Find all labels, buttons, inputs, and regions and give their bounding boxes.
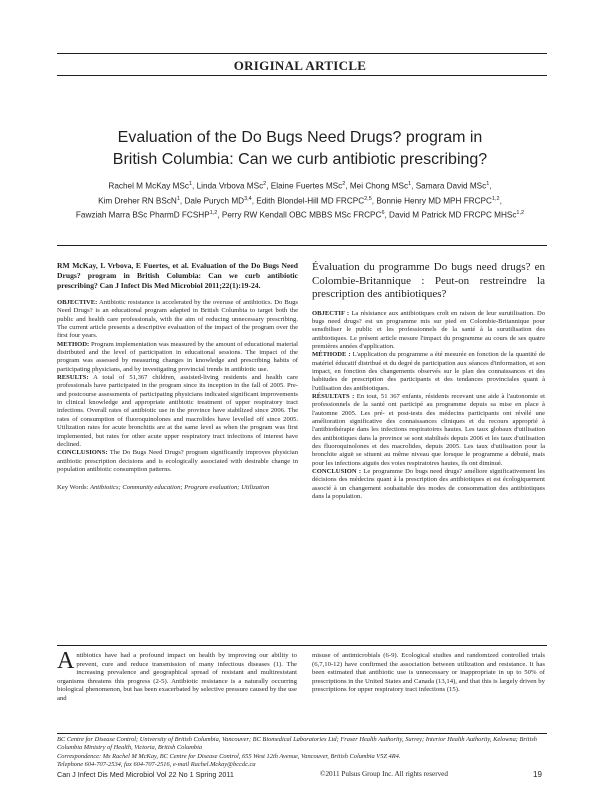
resultats-section: RÉSULTATS : En tout, 51 367 enfants, résidents recevant une aide à l'autonomie et professionnels de la santé ont participé au programme depuis sa mise en place à l'automne 2005. Les pré- et post-tests des médecins participants ont révélé une amélioration significative des connaissances cliniques et du recours approprié à l'antibiothérapie dans les infections respiratoires hautes. Les taux globaux d'utilisation des antibiotiques dans la province se sont stabilisés depuis 2006 et les taux d'utilisation des fluoroquinolones et des macrolides, depuis 2005. Les taux d'utilisation pour la bronchite aiguë se situent au même niveau que lorsque le programme a débuté, mais pour les infections aiguës des voies respiratoires hautes, ils ont diminué.: [312, 392, 545, 467]
copyright: ©2011 Pulsus Group Inc. All rights reserved: [320, 770, 448, 778]
top-rule: [57, 53, 547, 54]
keywords: Key Words: Antibiotics; Community education; Program evaluation; Utilization: [57, 484, 270, 492]
methode-section: MÉTHODE : L'application du programme a été mesurée en fonction de la quantité de matériel éducatif distribué et du degré de participation aux séances d'information, et son impact, en fonction des changements observés sur le plan des connaissances et des habitudes de prescription des participants et des tendances provinciales quant à l'utilisation des antibiotiques.: [312, 351, 546, 392]
section-rule: [57, 75, 547, 76]
conclusions-section: CONCLUSIONS: The Do Bugs Need Drugs? program significantly improves physician antibiotic prescription decisions and is ecologically associated with desirable change in population antibiotic consumption patterns.: [57, 449, 298, 473]
page-number: 19: [533, 770, 542, 779]
author-line-2: Kim Dreher RN BScN$^1$, Dale Purych MD$^{3,4}$, Edith Blondel-Hill MD FRCPC$^{2,5}$, Bonnie Henry MD MPH FRCPC$^{1,2}$,: [98, 195, 502, 206]
french-abstract: [312, 261, 545, 501]
french-title: Évaluation du programme Do bugs need drugs? en Colombie-Britannique : Peut-on restreindre la prescription des antibiotiques?: [312, 261, 545, 300]
drop-cap: A: [57, 648, 75, 674]
journal-info: Can J Infect Dis Med Microbiol Vol 22 No 1 Spring 2011: [57, 770, 234, 779]
citation: RM McKay, L Vrbova, E Fuertes, et al. Evaluation of the Do Bugs Need Drugs? program in British Columbia: Can we curb antibiotic prescribing? Can J Infect Dis Med Microbiol 2011;22(1):19-24.: [57, 261, 298, 290]
footnote-rule: [57, 733, 547, 734]
method-section: METHOD: Program implementation was measured by the amount of educational material distributed and the level of participation in educational sessions. The impact of the program was assessed by measuring changes in knowledge and prescribing habits of participating physicians, and by investigating provincial trends in antibiotic use.: [57, 340, 299, 373]
author-line-3: Fawziah Marra BSc PharmD FCSHP$^{1,2}$, Perry RW Kendall OBC MBBS MSc FRCPC$^6$, David M Patrick MD FRCPC MHSc$^{1,2}$: [75, 210, 525, 221]
affiliations-footnote: [57, 736, 545, 769]
objective-section: OBJECTIVE: Antibiotic resistance is accelerated by the overuse of antibiotics. Do Bugs Need Drugs? is an educational program adapted in British Columbia to target both the public and health care professionals, with the aim of reducing unnecessary prescribing. The current article presents a descriptive evaluation of the impact of the program over the first four years.: [57, 299, 298, 340]
title-line-2: British Columbia: Can we curb antibiotic prescribing?: [112, 151, 488, 168]
body-column-2: misuse of antimicrobials (6-9). Ecological studies and randomized controlled trials (6,7,10-12) have confirmed the association between utilization and resistance. It has been estimated that antibiotic use is unnecessary or inappropriate in up to 50% of prescriptions in the United States and Canada (13,14), and that this is largely driven by prescriptions for upper respiratory tract infections (15).: [312, 652, 545, 693]
body-rule: [57, 645, 547, 646]
author-line-1: Rachel M McKay MSc$^1$, Linda Vrbova MSc$^2$, Elaine Fuertes MSc$^2$, Mei Chong MSc$^1$, Samara David MSc$^1$,: [108, 181, 492, 191]
author-list: [75, 178, 525, 222]
affiliations: BC Centre for Disease Control; University of British Columbia, Vancouver; BC Biomedical Laboratories Ltd; Fraser Health Authority, Surrey; Interior Health Authority, Kelowna; British Columbia Ministry of Health, Victoria, British Columbia: [57, 736, 537, 752]
results-section: RESULTS: A total of 51,367 children, assisted-living residents and health care professionals have participated in the program since its inception in the fall of 2005. Pre- and postcourse assessments of participating physicians indicated significant improvements in clinical knowledge and appropriate antibiotic treatment of upper respiratory tract infections. Overall rates of antibiotic use in the province have stabilized since 2006. The rates of consumption of fluoroquinolones and macrolides have levelled off since 2005. Utilization rates for acute bronchitis are at the same level as when the program was first implemented, but rates for other acute upper respiratory tract infections of interest have declined.: [57, 374, 298, 448]
abstract-rule: [57, 245, 547, 246]
section-label: ORIGINAL ARTICLE: [233, 58, 367, 73]
correspondence: Correspondence: Ms Rachel M McKay, BC Centre for Disease Control, 655 West 12th Avenue, Vancouver, British Columbia V5Z 4R4.: [57, 752, 401, 760]
english-abstract: [57, 261, 298, 493]
objectif-section: OBJECTIF : La résistance aux antibiotiques croît en raison de leur surutilisation. Do bugs need drugs? est un programme mis sur pied en Colombie-Britannique pour sensibiliser le public et les professionnels de la santé à la surutilisation des antibiotiques. Le présent article mesure l'impact du programme au cours de ses quatre premières années d'application.: [312, 309, 545, 350]
article-title: [60, 127, 540, 171]
body-column-1: Antibiotics have had a profound impact on health by improving our ability to prevent, cure and reduce transmission of many infectious diseases (1). The increasing prevalence and geographical spread of resistant and multiresistant organisms threatens this progress (2-5). Antibiotic resistance is a naturally occurring biological phenomenon, but has been exacerbated by selective pressure caused by the use and: [57, 648, 297, 702]
contact: Telephone 604-707-2534, fax 604-707-2516, e-mail Rachel.Mckay@bccdc.ca: [57, 760, 256, 768]
title-line-1: Evaluation of the Do Bugs Need Drugs? program in: [117, 129, 483, 146]
conclusion-section: CONCLUSION : Le programme Do bugs need drugs? améliore significativement les décisions des médecins quant à la prescription des antibiotiques et est écologiquement associé à un changement souhaitable des modes de consommation des antibiotiques dans la population.: [312, 468, 545, 501]
